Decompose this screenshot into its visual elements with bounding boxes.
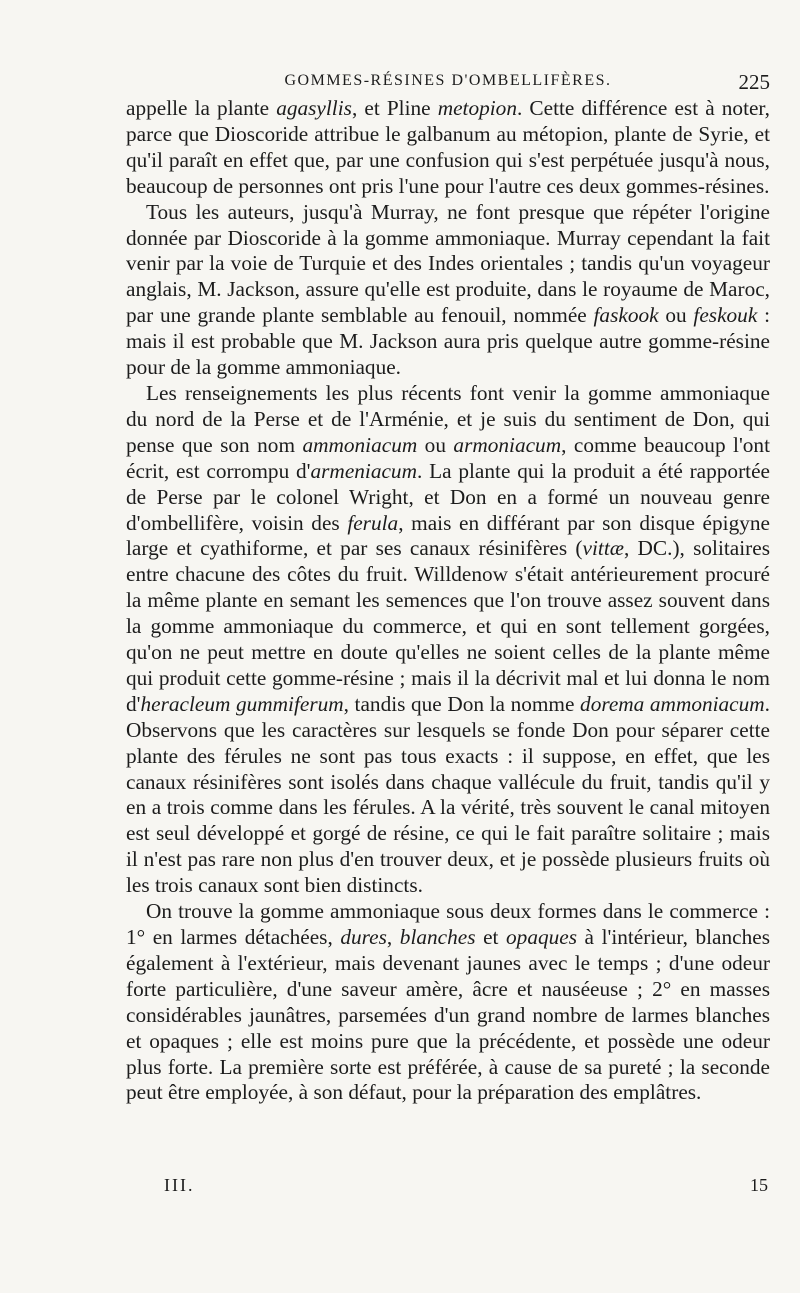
signature-mark: III. [164, 1175, 195, 1195]
paragraph: appelle la plante agasyllis, et Pline metopion. Cette différence est à noter, parce que Dioscoride attribue le galbanum au métopion, plante de Syrie, et qu'il paraît en effet que, par une confusion qui s'est perpétuée jusqu'à nous, beaucoup de personnes ont pris l'une pour l'autre ces deux gommes-résines. [126, 96, 770, 198]
italic-term: dorema ammoniacum [580, 691, 765, 716]
italic-term: ammoniacum [302, 432, 418, 457]
italic-term: metopion [437, 96, 517, 120]
paragraph: Les renseignements les plus récents font venir la gomme ammoniaque du nord de la Perse et de l'Arménie, et je suis du sentiment de Don, qui pense que son nom ammoniacum ou armoniacum, comme beaucoup l'ont écrit, est corrompu d'armeniacum. La plante qui la produit a été rapportée de Perse par le colonel Wright, et Don en a formé un nouveau genre d'ombellifère, voisin des ferula, mais en différant par son disque épigyne large et cyathiforme, et par ses canaux résinifères (vittæ, DC.), solitaires entre chacune des côtes du fruit. Willdenow s'était antérieurement procuré la même plante en semant les semences que l'on trouve assez souvent dans la gomme ammoniaque du commerce, et qui en sont tellement gorgées, qu'on ne peut mettre en doute qu'elles ne soient celles de la plante même qui produit cette gomme-résine ; mais il la décrivit mal et lui donna le nom d'heracleum gummiferum, tandis que Don la nomme dorema ammoniacum. Observons que les caractères sur lesquels se fonde Don pour séparer cette plante des férules ne sont pas tous exacts : il suppose, en effet, que les canaux résinifères sont isolés dans chaque vallécule du fruit, tandis qu'il y en a trois comme dans les férules. A la vérité, très souvent le canal mitoyen est seul développé et gorgé de résine, ce qui le fait paraître solitaire ; mais il n'est pas rare non plus d'en trouver deux, et je possède plusieurs fruits où les trois canaux sont bien distincts. [126, 380, 771, 898]
italic-term: heracleum gummiferum [140, 691, 344, 716]
signature-number: 15 [750, 1175, 768, 1195]
italic-term: vittæ [582, 536, 624, 561]
italic-term: agasyllis [276, 96, 352, 120]
italic-term: armeniacum [310, 458, 417, 483]
italic-term: dures [340, 925, 387, 949]
paragraph: Tous les auteurs, jusqu'à Murray, ne font presque que répéter l'origine donnée par Dioscoride à la gomme ammoniaque. Murray cependant la fait venir par la voie de Turquie et des Indes orientales ; tandis qu'un voyageur anglais, M. Jackson, assure qu'elle est produite, dans le royaume de Maroc, par une grande plante semblable au fenouil, nommée faskook ou feskouk : mais il est probable que M. Jackson aura pris quelque autre gomme-résine pour de la gomme ammoniaque. [126, 199, 770, 380]
page-footer [128, 1175, 768, 1203]
running-title: GOMMES-RÉSINES D'OMBELLIFÈRES. [284, 72, 612, 89]
italic-term: feskouk [693, 303, 758, 328]
page-number: 225 [738, 70, 770, 94]
page-header [126, 70, 770, 98]
page-body [126, 96, 770, 1106]
italic-term: ferula [347, 510, 399, 535]
italic-term: blanches [399, 925, 476, 949]
italic-term: armoniacum [453, 432, 562, 457]
italic-term: opaques [506, 925, 577, 949]
italic-term: faskook [593, 303, 659, 328]
paragraph: On trouve la gomme ammoniaque sous deux formes dans le commerce : 1° en larmes détachées, dures, blanches et opaques à l'intérieur, blanches également à l'extérieur, mais devenant jaunes avec le temps ; d'une odeur forte particulière, d'une saveur amère, âcre et nauséeuse ; 2° en masses considérables jaunâtres, parsemées d'un grand nombre de larmes blanches et opaques ; elle est moins pure que la précédente, et possède une odeur plus forte. La première sorte est préférée, à cause de sa pureté ; la seconde peut être employée, à son défaut, pour la préparation des emplâtres. [126, 899, 770, 1105]
